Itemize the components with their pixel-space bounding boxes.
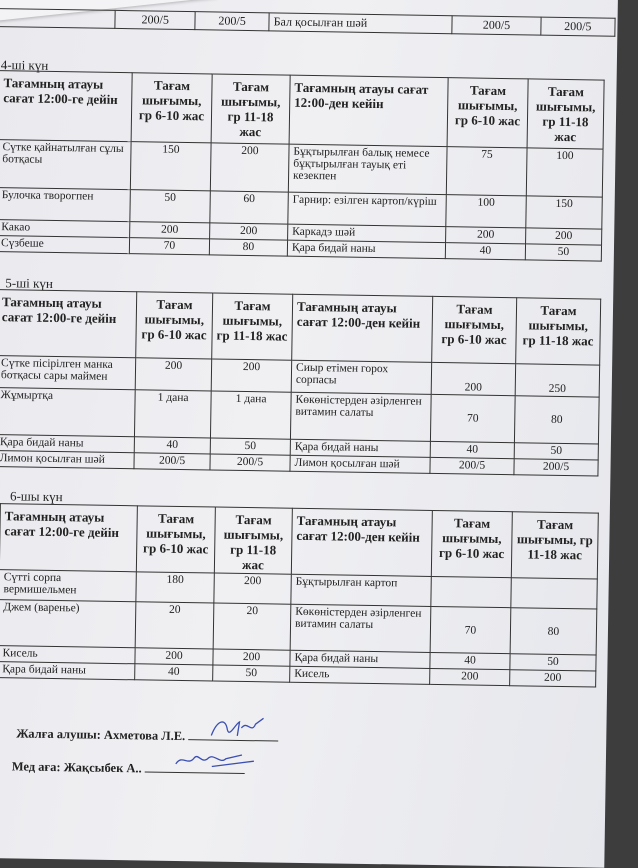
dish-name: Лимон қосылған шәй (0, 451, 134, 469)
yield-value: 200 (526, 228, 602, 245)
yield-value: 1 дана (210, 391, 291, 439)
day-title: 6-шы күн (9, 488, 63, 505)
yield-value: 50 (210, 438, 290, 455)
yield-value: 50 (514, 443, 598, 460)
dish-name: Каркадэ шәй (288, 224, 446, 242)
yield-value: 40 (430, 441, 514, 458)
yield-value: 1 дана (134, 390, 211, 438)
dish-name: Гарнир: езілген картоп/күріш (288, 192, 446, 226)
yield-value: 200 (510, 670, 596, 687)
nurse-label: Мед аға: Жақсыбек А.. (11, 759, 142, 776)
yield-value: 50 (525, 244, 601, 261)
dish-name: Көкөністерден әзірленген витамин салаты (290, 604, 431, 652)
dish-name: Какао (0, 220, 130, 238)
header-yield-6-10: Тағам шығымы, гр 6-10 жас (432, 296, 517, 363)
yield-value: 200/5 (514, 459, 598, 476)
prev-cell: 200/5 (541, 17, 616, 36)
yield-value: 50 (130, 190, 210, 223)
yield-value: 250 (515, 364, 599, 397)
yield-value: 20 (213, 603, 291, 650)
yield-value: 70 (430, 606, 511, 653)
yield-value: 200 (210, 143, 289, 192)
prev-cell: 200/5 (115, 10, 195, 29)
yield-value: 200 (130, 222, 210, 239)
header-name-after: Тағамның атауы сағат 12:00-ден кейін (292, 294, 433, 362)
header-yield-6-10: Тағам шығымы, гр 6-10 жас (131, 73, 212, 143)
prev-cell: 200/5 (195, 12, 269, 31)
prev-cell: Бал қосылған шәй (269, 13, 452, 34)
yield-value: 70 (129, 238, 209, 255)
header-name-before: Тағамның атауы сағат 12:00-ге дейін (0, 290, 137, 358)
dish-name: Қара бидай наны (287, 240, 445, 258)
header-yield-6-10: Тағам шығымы, гр 6-10 жас (447, 78, 528, 148)
yield-value: 150 (130, 142, 211, 191)
dish-name: Қара бидай наны (0, 435, 134, 453)
dish-name: Сүтке қайнатылған сұлы ботқасы (0, 140, 131, 190)
dish-name: Сүтке пісірілген манка ботқасы сары маймен (0, 356, 136, 390)
prev-cell: 200/5 (452, 16, 541, 35)
header-yield-11-18: Тағам шығымы, гр 11-18 жас (527, 79, 604, 149)
dish-name: Бұқтырылған балық немесе бұқтырылған тауық еті кезекпен (288, 144, 447, 194)
yield-value (431, 576, 511, 607)
receiver-label: Жалға алушы: Ахметова Л.Е. (16, 726, 186, 744)
dish-name: Сүзбеше (0, 236, 130, 254)
yield-value (511, 578, 597, 609)
menu-table-day-5 (0, 289, 601, 476)
menu-table-day-4 (0, 70, 605, 261)
dish-name: Қара бидай наны (290, 439, 430, 457)
yield-value: 70 (430, 394, 515, 442)
yield-value: 200/5 (210, 454, 290, 471)
yield-value: 80 (510, 608, 597, 655)
header-name-before: Тағамның атауы сағат 12:00-ге дейін (0, 71, 132, 142)
header-yield-11-18: Тағам шығымы, гр 11-18 жас (516, 298, 601, 365)
yield-value: 200 (446, 227, 526, 244)
dish-name: Жұмыртқа (0, 388, 135, 437)
yield-value: 40 (430, 652, 510, 669)
yield-value: 40 (135, 664, 213, 681)
yield-value: 75 (446, 147, 527, 196)
dish-name: Қара бидай наны (290, 650, 430, 668)
header-yield-6-10: Тағам шығымы, гр 6-10 жас (136, 506, 215, 573)
dish-name: Сиыр етімен горох сорпасы (291, 360, 431, 394)
dish-name: Сүтті сорпа вермишельмен (0, 570, 136, 602)
yield-value: 200 (135, 648, 213, 665)
dish-name: Бұқтырылған картоп (291, 574, 431, 606)
nurse-signature-scribble (172, 746, 262, 773)
dish-name: Қара бидай наны (0, 662, 135, 680)
yield-value: 200 (430, 668, 510, 685)
yield-value: 40 (134, 437, 210, 454)
day-title: 5-ші күн (5, 275, 53, 291)
dish-name: Кисель (290, 666, 430, 684)
yield-value: 200/5 (134, 453, 210, 470)
receiver-signature-scribble (207, 713, 277, 744)
yield-value: 180 (136, 572, 214, 603)
header-yield-11-18: Тағам шығымы, гр 11-18 жас (511, 512, 598, 579)
yield-value: 100 (526, 148, 603, 197)
header-yield-6-10: Тағам шығымы, гр 6-10 жас (136, 292, 213, 359)
header-name-after: Тағамның атауы сағат 12:00-ден кейін (289, 75, 448, 146)
header-yield-11-18: Тағам шығымы, гр 11-18 жас (214, 507, 292, 574)
dish-name: Көкөністерден әзірленген витамин салаты (290, 392, 431, 441)
yield-value: 20 (135, 602, 214, 649)
yield-value: 60 (210, 191, 288, 224)
yield-value: 200 (213, 649, 290, 666)
yield-value: 80 (514, 396, 599, 444)
yield-value: 40 (445, 243, 525, 260)
menu-table-day-6 (0, 503, 599, 687)
dish-name: Лимон қосылған шәй (290, 455, 430, 473)
yield-value: 200 (214, 573, 291, 604)
header-yield-6-10: Тағам шығымы, гр 6-10 жас (431, 510, 512, 577)
header-yield-11-18: Тағам шығымы, гр 11-18 жас (211, 74, 290, 144)
header-name-before: Тағамның атауы сағат 12:00-ге дейін (0, 504, 137, 572)
yield-value: 100 (446, 195, 526, 228)
yield-value: 200 (210, 223, 288, 240)
yield-value: 200 (211, 359, 291, 392)
dish-name: Кисель (0, 646, 135, 664)
dish-name: Булочка творогпен (0, 188, 130, 222)
yield-value: 200 (135, 358, 211, 391)
yield-value: 150 (526, 196, 602, 229)
yield-value: 50 (510, 654, 596, 671)
yield-value: 200 (431, 362, 515, 395)
day-title: 4-ші күн (0, 57, 49, 73)
header-yield-11-18: Тағам шығымы, гр 11-18 жас (212, 293, 293, 360)
yield-value: 50 (213, 665, 290, 682)
previous-table-last-row (0, 8, 616, 37)
header-name-after: Тағамның атауы сағат 12:00-ден кейін (291, 508, 432, 576)
yield-value: 200/5 (430, 457, 514, 474)
yield-value: 80 (209, 239, 287, 256)
dish-name: Джем (варенье) (0, 600, 136, 648)
